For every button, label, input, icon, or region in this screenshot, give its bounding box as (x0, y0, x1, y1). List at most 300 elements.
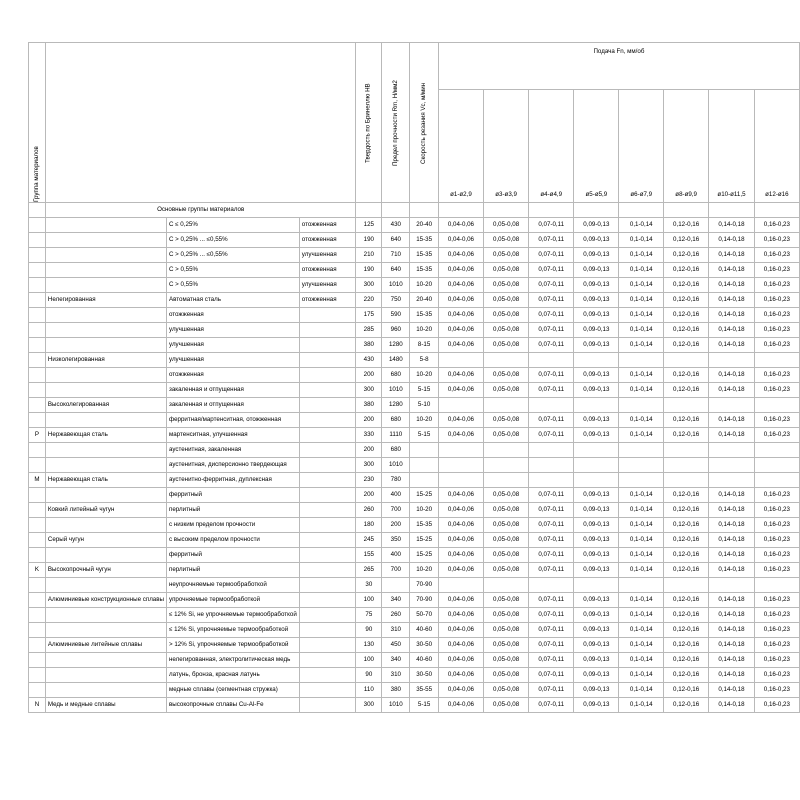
cell-feed-8: 0,16-0,23 (754, 608, 799, 623)
cell-feed-8: 0,16-0,23 (754, 533, 799, 548)
cell-feed-5: 0,1-0,14 (619, 593, 664, 608)
cell-hardness: 380 (356, 398, 382, 413)
table-row (29, 248, 800, 263)
cell-feed-6: 0,12-0,16 (664, 608, 709, 623)
cell-feed-8: 0,16-0,23 (754, 323, 799, 338)
cell-feed-4: 0,09-0,13 (574, 383, 619, 398)
header-hardness: Твердость по Бринеллю HB (356, 43, 382, 203)
cell-strength: 1480 (382, 353, 410, 368)
cell-speed: 50-70 (410, 608, 438, 623)
cell-strength: 430 (382, 218, 410, 233)
cell-feed-3: 0,07-0,11 (529, 653, 574, 668)
cell-feed-5: 0,1-0,14 (619, 323, 664, 338)
cell-group-4 (299, 503, 356, 518)
cell-speed: 70-90 (410, 593, 438, 608)
table-row (29, 488, 800, 503)
cell-group-2: Высокопрочный чугун (45, 563, 166, 578)
cell-feed-7: 0,14-0,18 (709, 638, 755, 653)
cell-feed-5: 0,1-0,14 (619, 368, 664, 383)
cell-feed-4 (574, 458, 619, 473)
cell-group-4 (299, 338, 356, 353)
cell-feed-2: 0,05-0,08 (484, 338, 529, 353)
cell-feed-7 (709, 578, 755, 593)
cell-hardness: 285 (356, 323, 382, 338)
cell-feed-1: 0,04-0,06 (438, 308, 483, 323)
cell-feed-3: 0,07-0,11 (529, 383, 574, 398)
cell-material-group (29, 248, 46, 263)
cell-feed-5: 0,1-0,14 (619, 683, 664, 698)
cell-feed-6: 0,12-0,16 (664, 533, 709, 548)
cell-strength: 310 (382, 623, 410, 638)
cell-group-2 (45, 488, 166, 503)
cell-feed-3: 0,07-0,11 (529, 308, 574, 323)
cell-material-group (29, 593, 46, 608)
cell-feed-6: 0,12-0,16 (664, 653, 709, 668)
cell-feed-3: 0,07-0,11 (529, 548, 574, 563)
cell-feed-4: 0,09-0,13 (574, 428, 619, 443)
cell-feed-5: 0,1-0,14 (619, 503, 664, 518)
cell-feed-4: 0,09-0,13 (574, 608, 619, 623)
table-row (29, 218, 800, 233)
cell-hardness: 180 (356, 518, 382, 533)
cell-strength: 780 (382, 473, 410, 488)
cell-group-2 (45, 338, 166, 353)
cell-group-3: Автоматная сталь (166, 293, 299, 308)
cell-hardness: 30 (356, 578, 382, 593)
cell-feed-4: 0,09-0,13 (574, 293, 619, 308)
cell-material-group (29, 398, 46, 413)
cell-group-2 (45, 218, 166, 233)
cell-hardness: 245 (356, 533, 382, 548)
table-row (29, 683, 800, 698)
cell-strength: 400 (382, 488, 410, 503)
cell-feed-6: 0,12-0,16 (664, 638, 709, 653)
cell-group-4 (299, 593, 356, 608)
cell-feed-8: 0,16-0,23 (754, 518, 799, 533)
cell-feed-1: 0,04-0,06 (438, 563, 483, 578)
cell-feed-4 (574, 443, 619, 458)
cell-material-group (29, 668, 46, 683)
cell-group-4 (299, 398, 356, 413)
header-feed-col-2: ø3-ø3,9 (484, 90, 529, 203)
cell-feed-8: 0,16-0,23 (754, 218, 799, 233)
cell-group-4: улучшенная (299, 248, 356, 263)
cell-group-4 (299, 653, 356, 668)
cell-strength: 750 (382, 293, 410, 308)
cell-speed: 20-40 (410, 293, 438, 308)
cell-feed-2 (484, 578, 529, 593)
cell-feed-6 (664, 443, 709, 458)
cell-group-4 (299, 533, 356, 548)
cell-material-group: N (29, 698, 46, 713)
cell-feed-2: 0,05-0,08 (484, 548, 529, 563)
cell-feed-7: 0,14-0,18 (709, 668, 755, 683)
cell-feed-5: 0,1-0,14 (619, 653, 664, 668)
cell-strength: 680 (382, 413, 410, 428)
cell-feed-5: 0,1-0,14 (619, 608, 664, 623)
cell-feed-3: 0,07-0,11 (529, 488, 574, 503)
cell-feed-5 (619, 443, 664, 458)
cell-group-4 (299, 638, 356, 653)
table-row (29, 398, 800, 413)
cell-feed-8: 0,16-0,23 (754, 368, 799, 383)
cell-feed-2: 0,05-0,08 (484, 638, 529, 653)
cell-group-2 (45, 308, 166, 323)
cell-group-2 (45, 458, 166, 473)
cell-feed-7: 0,14-0,18 (709, 503, 755, 518)
cell-group-3: упрочняемые термообработкой (166, 593, 299, 608)
cell-feed-1: 0,04-0,06 (438, 278, 483, 293)
table-row (29, 578, 800, 593)
cell-speed: 15-35 (410, 518, 438, 533)
cell-hardness: 300 (356, 278, 382, 293)
cell-feed-3: 0,07-0,11 (529, 623, 574, 638)
cell-feed-4: 0,09-0,13 (574, 548, 619, 563)
cell-group-4 (299, 443, 356, 458)
cell-feed-6: 0,12-0,16 (664, 278, 709, 293)
header-feed-col-8: ø12-ø16 (754, 90, 799, 203)
cell-hardness: 260 (356, 503, 382, 518)
cell-feed-4: 0,09-0,13 (574, 638, 619, 653)
cell-speed: 10-20 (410, 368, 438, 383)
cell-group-2 (45, 323, 166, 338)
cell-material-group (29, 233, 46, 248)
cell-feed-5: 0,1-0,14 (619, 698, 664, 713)
table-header-row-feedtitle (29, 43, 800, 90)
cell-hardness: 230 (356, 473, 382, 488)
cell-hardness: 200 (356, 488, 382, 503)
cell-group-3: отожженная (166, 368, 299, 383)
cell-material-group (29, 638, 46, 653)
cell-feed-8: 0,16-0,23 (754, 593, 799, 608)
cell-feed-6: 0,12-0,16 (664, 563, 709, 578)
cell-feed-1: 0,04-0,06 (438, 383, 483, 398)
cell-feed-4: 0,09-0,13 (574, 503, 619, 518)
cell-group-3: C > 0,55% (166, 278, 299, 293)
cutting-data-table (28, 42, 800, 713)
cell-group-2 (45, 668, 166, 683)
cell-feed-7: 0,14-0,18 (709, 593, 755, 608)
header-speed: Скорость резания Vc, м/мин (410, 43, 438, 203)
cell-speed: 30-50 (410, 668, 438, 683)
cell-feed-1: 0,04-0,06 (438, 293, 483, 308)
cell-group-4 (299, 428, 356, 443)
cell-group-3: закаленная и отпущенная (166, 383, 299, 398)
cell-feed-2: 0,05-0,08 (484, 428, 529, 443)
cell-group-2: Нержавеющая сталь (45, 473, 166, 488)
cell-feed-6: 0,12-0,16 (664, 338, 709, 353)
cell-feed-1: 0,04-0,06 (438, 323, 483, 338)
cell-feed-8 (754, 473, 799, 488)
cell-speed: 8-15 (410, 338, 438, 353)
table-row (29, 413, 800, 428)
cell-group-3: ферритная/мартенситная, отожженная (166, 413, 299, 428)
cell-group-3: > 12% Si, упрочняемые термообработкой (166, 638, 299, 653)
header-feed-col-1: ø1-ø2,9 (438, 90, 483, 203)
cell-feed-2 (484, 443, 529, 458)
cell-hardness: 100 (356, 653, 382, 668)
cell-feed-5: 0,1-0,14 (619, 263, 664, 278)
table-row (29, 383, 800, 398)
cell-feed-2: 0,05-0,08 (484, 218, 529, 233)
cell-material-group: M (29, 473, 46, 488)
cell-speed: 70-90 (410, 578, 438, 593)
cell-strength: 200 (382, 518, 410, 533)
table-row (29, 638, 800, 653)
cell-feed-3: 0,07-0,11 (529, 278, 574, 293)
cell-strength: 680 (382, 443, 410, 458)
cell-feed-7: 0,14-0,18 (709, 548, 755, 563)
table-row (29, 473, 800, 488)
cell-group-4 (299, 698, 356, 713)
spacer-f3 (529, 203, 574, 218)
cell-group-3: C ≤ 0,25% (166, 218, 299, 233)
table-row (29, 368, 800, 383)
table-row (29, 458, 800, 473)
cell-speed: 10-20 (410, 323, 438, 338)
cell-group-3: закаленная и отпущенная (166, 398, 299, 413)
cell-feed-7: 0,14-0,18 (709, 308, 755, 323)
table-row (29, 293, 800, 308)
cell-strength: 680 (382, 368, 410, 383)
cell-feed-7: 0,14-0,18 (709, 563, 755, 578)
cell-feed-2 (484, 398, 529, 413)
cell-feed-3: 0,07-0,11 (529, 428, 574, 443)
cell-feed-7: 0,14-0,18 (709, 488, 755, 503)
cell-speed: 15-35 (410, 263, 438, 278)
cell-hardness: 190 (356, 263, 382, 278)
cell-feed-4: 0,09-0,13 (574, 563, 619, 578)
cell-feed-4: 0,09-0,13 (574, 338, 619, 353)
cell-speed: 40-60 (410, 653, 438, 668)
cell-group-4 (299, 353, 356, 368)
cell-group-3: ферритный (166, 488, 299, 503)
cell-feed-1 (438, 398, 483, 413)
cell-hardness: 200 (356, 443, 382, 458)
spacer-rm (382, 203, 410, 218)
cell-material-group (29, 368, 46, 383)
cell-feed-2: 0,05-0,08 (484, 683, 529, 698)
cell-speed: 10-20 (410, 563, 438, 578)
cell-feed-8: 0,16-0,23 (754, 563, 799, 578)
cell-feed-3 (529, 578, 574, 593)
cell-speed (410, 443, 438, 458)
table-row (29, 323, 800, 338)
cell-feed-3: 0,07-0,11 (529, 638, 574, 653)
cell-speed: 30-50 (410, 638, 438, 653)
table-row (29, 443, 800, 458)
cell-strength: 960 (382, 323, 410, 338)
cell-strength: 340 (382, 593, 410, 608)
cell-hardness: 100 (356, 593, 382, 608)
cell-feed-6: 0,12-0,16 (664, 308, 709, 323)
cell-feed-5 (619, 458, 664, 473)
table-row (29, 593, 800, 608)
header-main-groups: Основные группы материалов (45, 203, 356, 218)
table-row (29, 503, 800, 518)
cell-feed-1: 0,04-0,06 (438, 653, 483, 668)
cell-feed-1: 0,04-0,06 (438, 698, 483, 713)
cell-group-3: неупрочняемые термообработкой (166, 578, 299, 593)
cell-group-3: медные сплавы (сегментная стружка) (166, 683, 299, 698)
cell-feed-7: 0,14-0,18 (709, 368, 755, 383)
cell-feed-3 (529, 353, 574, 368)
cell-feed-4: 0,09-0,13 (574, 413, 619, 428)
cell-feed-5 (619, 473, 664, 488)
cell-material-group (29, 503, 46, 518)
table-row (29, 533, 800, 548)
cell-feed-2: 0,05-0,08 (484, 383, 529, 398)
cell-feed-6 (664, 398, 709, 413)
cell-feed-4: 0,09-0,13 (574, 488, 619, 503)
cell-feed-5: 0,1-0,14 (619, 278, 664, 293)
cell-feed-8 (754, 353, 799, 368)
cell-feed-4: 0,09-0,13 (574, 683, 619, 698)
cell-feed-8: 0,16-0,23 (754, 668, 799, 683)
cell-feed-4: 0,09-0,13 (574, 653, 619, 668)
cell-group-4: отожженная (299, 218, 356, 233)
cell-feed-5: 0,1-0,14 (619, 383, 664, 398)
cell-group-2 (45, 413, 166, 428)
cell-feed-6: 0,12-0,16 (664, 263, 709, 278)
cell-strength: 1280 (382, 398, 410, 413)
cell-feed-7 (709, 443, 755, 458)
cell-feed-4: 0,09-0,13 (574, 623, 619, 638)
cell-material-group: K (29, 563, 46, 578)
cell-feed-1: 0,04-0,06 (438, 428, 483, 443)
table-row (29, 278, 800, 293)
cell-material-group (29, 218, 46, 233)
cell-feed-3: 0,07-0,11 (529, 218, 574, 233)
cell-feed-7: 0,14-0,18 (709, 248, 755, 263)
spacer-vc (410, 203, 438, 218)
cell-group-2: Низколегированная (45, 353, 166, 368)
cell-feed-2: 0,05-0,08 (484, 488, 529, 503)
cell-feed-4 (574, 473, 619, 488)
cell-feed-3: 0,07-0,11 (529, 248, 574, 263)
cell-material-group (29, 323, 46, 338)
cell-feed-7 (709, 473, 755, 488)
cell-feed-7: 0,14-0,18 (709, 683, 755, 698)
cell-feed-3: 0,07-0,11 (529, 233, 574, 248)
cell-group-3: аустенитная, дисперсионно твердеющая (166, 458, 299, 473)
cell-material-group (29, 278, 46, 293)
cell-feed-5: 0,1-0,14 (619, 218, 664, 233)
cell-feed-3: 0,07-0,11 (529, 338, 574, 353)
cell-group-4 (299, 578, 356, 593)
cell-group-3: перлитный (166, 503, 299, 518)
cell-strength: 1010 (382, 278, 410, 293)
cell-material-group (29, 443, 46, 458)
cell-feed-2: 0,05-0,08 (484, 668, 529, 683)
cell-group-2 (45, 548, 166, 563)
cell-group-2: Нержавеющая сталь (45, 428, 166, 443)
cell-feed-4: 0,09-0,13 (574, 518, 619, 533)
cell-group-2: Медь и медные сплавы (45, 698, 166, 713)
cell-group-4 (299, 683, 356, 698)
cell-hardness: 90 (356, 668, 382, 683)
cell-material-group (29, 653, 46, 668)
cell-feed-4: 0,09-0,13 (574, 593, 619, 608)
cell-strength: 260 (382, 608, 410, 623)
cell-group-2 (45, 278, 166, 293)
cell-feed-5: 0,1-0,14 (619, 548, 664, 563)
cell-group-2 (45, 578, 166, 593)
cell-hardness: 175 (356, 308, 382, 323)
cell-feed-6: 0,12-0,16 (664, 323, 709, 338)
cell-feed-5: 0,1-0,14 (619, 638, 664, 653)
cell-group-2: Алюминиевые литейные сплавы (45, 638, 166, 653)
cell-feed-6: 0,12-0,16 (664, 623, 709, 638)
cell-feed-7: 0,14-0,18 (709, 413, 755, 428)
cell-group-3: ≤ 12% Si, упрочняемые термообработкой (166, 623, 299, 638)
table-row (29, 338, 800, 353)
cell-feed-2: 0,05-0,08 (484, 623, 529, 638)
cell-feed-3: 0,07-0,11 (529, 608, 574, 623)
cell-feed-8: 0,16-0,23 (754, 428, 799, 443)
cell-group-4 (299, 458, 356, 473)
cell-hardness: 200 (356, 413, 382, 428)
cell-group-2 (45, 653, 166, 668)
cell-group-4 (299, 518, 356, 533)
cell-feed-5 (619, 578, 664, 593)
cell-feed-3: 0,07-0,11 (529, 593, 574, 608)
cell-hardness: 125 (356, 218, 382, 233)
cell-strength: 310 (382, 668, 410, 683)
cell-feed-5: 0,1-0,14 (619, 623, 664, 638)
cell-group-4 (299, 383, 356, 398)
cell-material-group: P (29, 428, 46, 443)
cell-feed-6: 0,12-0,16 (664, 428, 709, 443)
cell-feed-3: 0,07-0,11 (529, 698, 574, 713)
cell-group-3: отожженная (166, 308, 299, 323)
cell-group-3: улучшенная (166, 353, 299, 368)
cell-strength: 1110 (382, 428, 410, 443)
cell-feed-3 (529, 443, 574, 458)
cell-group-2 (45, 623, 166, 638)
cell-speed: 5-8 (410, 353, 438, 368)
cell-feed-7: 0,14-0,18 (709, 278, 755, 293)
cell-material-group (29, 413, 46, 428)
cell-material-group (29, 353, 46, 368)
cell-feed-1 (438, 458, 483, 473)
cell-feed-2: 0,05-0,08 (484, 233, 529, 248)
cell-group-4 (299, 308, 356, 323)
header-groupcol-spacer (29, 203, 46, 218)
cell-feed-4 (574, 353, 619, 368)
cell-feed-6: 0,12-0,16 (664, 293, 709, 308)
cell-feed-1: 0,04-0,06 (438, 263, 483, 278)
cell-feed-4: 0,09-0,13 (574, 218, 619, 233)
cell-feed-6: 0,12-0,16 (664, 548, 709, 563)
cell-feed-8 (754, 398, 799, 413)
cell-feed-4 (574, 578, 619, 593)
cell-hardness: 330 (356, 428, 382, 443)
cell-feed-4: 0,09-0,13 (574, 248, 619, 263)
cell-feed-2: 0,05-0,08 (484, 308, 529, 323)
cell-group-4 (299, 368, 356, 383)
table-row (29, 263, 800, 278)
cell-hardness: 90 (356, 623, 382, 638)
cell-feed-6: 0,12-0,16 (664, 683, 709, 698)
cell-feed-6: 0,12-0,16 (664, 218, 709, 233)
cell-feed-6: 0,12-0,16 (664, 593, 709, 608)
cell-feed-8: 0,16-0,23 (754, 488, 799, 503)
cell-feed-1: 0,04-0,06 (438, 683, 483, 698)
cell-group-2 (45, 443, 166, 458)
cell-group-2: Ковкий литейный чугун (45, 503, 166, 518)
cell-feed-1: 0,04-0,06 (438, 593, 483, 608)
